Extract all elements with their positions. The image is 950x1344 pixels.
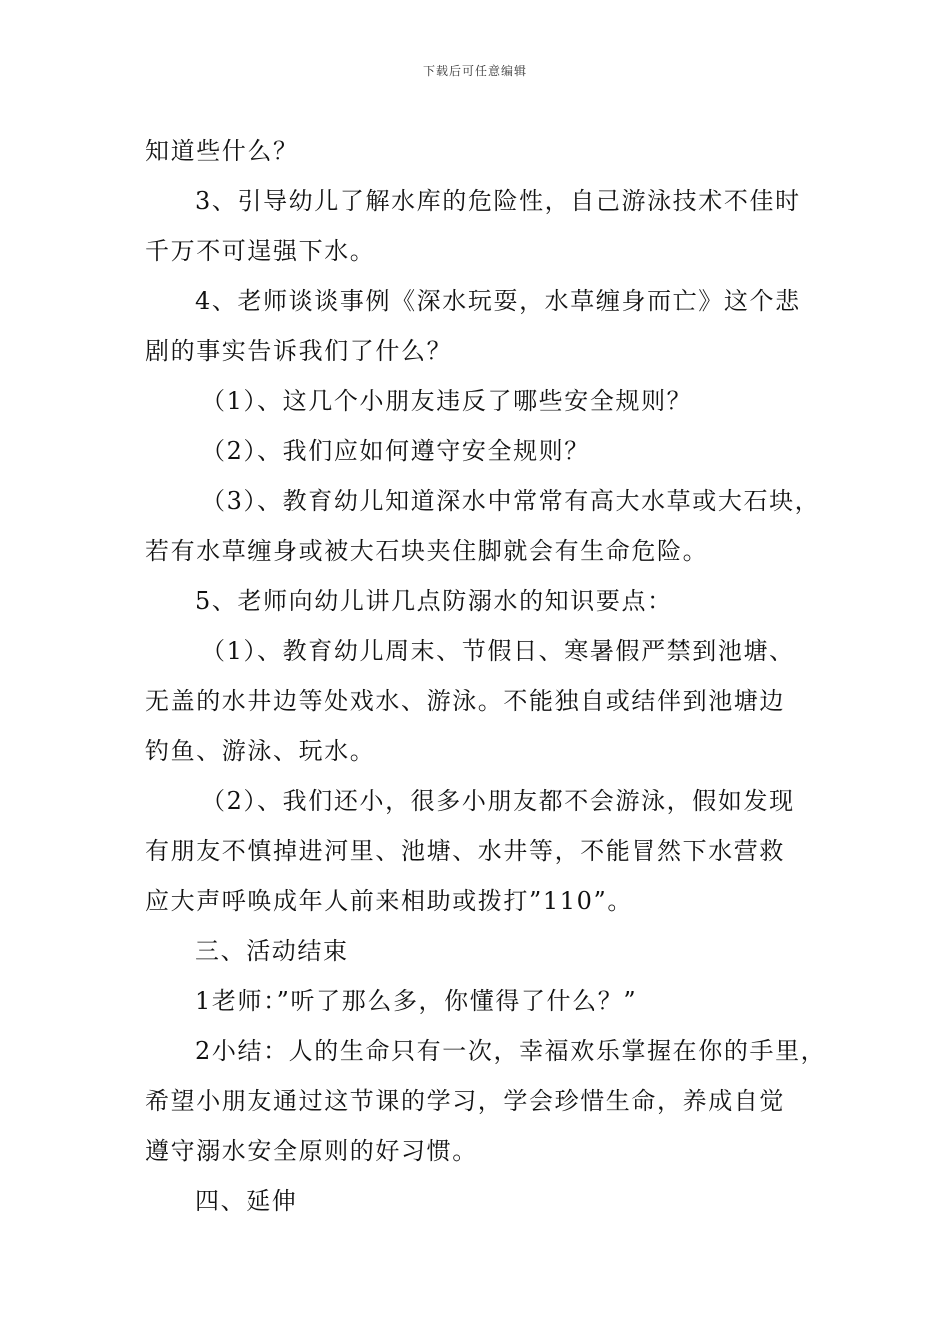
text-line: 5、老师向幼儿讲几点防溺水的知识要点： bbox=[195, 587, 673, 615]
text-line: （2）、我们还小，很多小朋友都不会游泳，假如发现 bbox=[201, 787, 795, 815]
text-line: 若有水草缠身或被大石块夹住脚就会有生命危险。 bbox=[145, 537, 709, 565]
text-line: （1）、教育幼儿周末、节假日、寒暑假严禁到池塘、 bbox=[201, 637, 795, 665]
text-line: 有朋友不慎掉进河里、池塘、水井等，不能冒然下水营救 bbox=[145, 837, 785, 865]
document-body bbox=[145, 126, 827, 1226]
text-line: 3、引导幼儿了解水库的危险性，自己游泳技术不佳时 bbox=[195, 187, 801, 215]
text-line: 遵守溺水安全原则的好习惯。 bbox=[145, 1137, 478, 1165]
text-line: 1老师：”听了那么多，你懂得了什么？” bbox=[195, 987, 638, 1015]
section-heading: 四、延伸 bbox=[195, 1187, 298, 1215]
text-line: （3）、教育幼儿知道深水中常常有高大水草或大石块， bbox=[201, 487, 821, 515]
page-header: 下载后可任意编辑 bbox=[422, 64, 527, 78]
text-line: 希望小朋友通过这节课的学习，学会珍惜生命，养成自觉 bbox=[145, 1087, 785, 1115]
text-line: 4、老师谈谈事例《深水玩耍，水草缠身而亡》这个悲 bbox=[195, 287, 801, 315]
text-line: 应大声呼唤成年人前来相助或拨打”110”。 bbox=[145, 887, 633, 915]
section-heading: 三、活动结束 bbox=[195, 937, 349, 965]
text-line: 钓鱼、游泳、玩水。 bbox=[145, 737, 376, 765]
text-line: 2小结：人的生命只有一次，幸福欢乐掌握在你的手里， bbox=[195, 1037, 827, 1065]
text-line: （2）、我们应如何遵守安全规则？ bbox=[201, 437, 590, 465]
text-line: 千万不可逞强下水。 bbox=[145, 237, 376, 265]
text-line: 无盖的水井边等处戏水、游泳。不能独自或结伴到池塘边 bbox=[145, 687, 785, 715]
text-line: （1）、这几个小朋友违反了哪些安全规则？ bbox=[201, 387, 693, 415]
text-line: 知道些什么？ bbox=[145, 137, 299, 165]
text-line: 剧的事实告诉我们了什么？ bbox=[145, 337, 453, 365]
